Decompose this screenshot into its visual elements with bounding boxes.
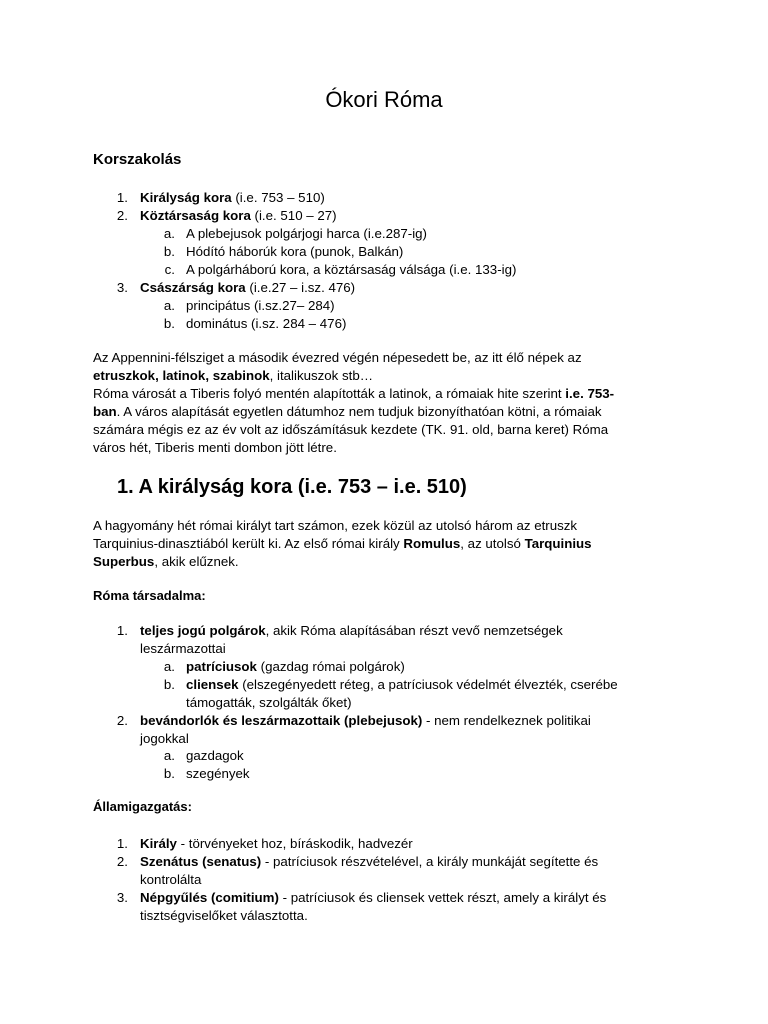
list-number: 3. xyxy=(116,280,128,295)
list-item xyxy=(140,712,591,730)
paragraph-line xyxy=(93,553,239,571)
government-heading: Államigazgatás: xyxy=(93,799,192,814)
list-item-text: - patríciusok és cliensek vettek részt, amely a királyt és xyxy=(278,890,607,905)
list-item xyxy=(140,853,598,871)
intro-line xyxy=(93,385,614,403)
sublist-text: (elszegényedett réteg, a patríciusok védelmét élvezték, cserébe xyxy=(238,677,618,692)
list-item-bold: Császárság kora xyxy=(140,280,246,295)
list-item-continuation: jogokkal xyxy=(140,731,189,746)
paragraph-text: Tarquinius-dinasztiából került ki. Az első római király xyxy=(93,536,404,551)
intro-line: számára mégis ez az év volt az időszámításuk kezdete (TK. 91. old, barna keret) Róma xyxy=(93,422,609,437)
paragraph-bold: Romulus xyxy=(403,536,461,551)
intro-line xyxy=(93,367,373,385)
sublist-item xyxy=(186,658,405,676)
sublist-item: gazdagok xyxy=(186,748,244,763)
list-item-bold: bevándorlók és leszármazottaik (plebejusok) xyxy=(140,713,423,728)
sublist-letter: a. xyxy=(163,298,175,313)
sublist-item: szegények xyxy=(186,766,250,781)
sublist-item: A plebejusok polgárjogi harca (i.e.287-ig) xyxy=(186,226,427,241)
list-item-text: - patríciusok részvételével, a király munkáját segítette és xyxy=(261,854,599,869)
list-number: 1. xyxy=(116,190,128,205)
paragraph-line xyxy=(93,535,592,553)
list-item-text: , akik Róma alapításában részt vevő nemzetségek xyxy=(265,623,563,638)
sublist-letter: b. xyxy=(163,316,175,331)
sublist-item: A polgárháború kora, a köztársaság válsága (i.e. 133-ig) xyxy=(186,262,517,277)
society-heading: Róma társadalma: xyxy=(93,588,206,603)
list-item xyxy=(140,189,325,207)
sublist-item: principátus (i.sz.27– 284) xyxy=(186,298,335,313)
intro-line xyxy=(93,403,602,421)
sublist-continuation: támogatták, szolgálták őket) xyxy=(186,695,352,710)
periodization-heading: Korszakolás xyxy=(93,151,182,168)
sublist-text: (gazdag római polgárok) xyxy=(256,659,405,674)
intro-bold: etruszkok, latinok, szabinok xyxy=(93,368,270,383)
list-item-bold: Királyság kora xyxy=(140,190,232,205)
list-number: 1. xyxy=(116,623,128,638)
intro-text: . A város alapítását egyetlen dátumhoz nem tudjuk bizonyíthatóan kötni, a rómaiak xyxy=(116,404,602,419)
sublist-letter: b. xyxy=(163,677,175,692)
intro-bold: ban xyxy=(93,404,117,419)
list-number: 2. xyxy=(116,208,128,223)
list-item-text: (i.e. 753 – 510) xyxy=(231,190,325,205)
sublist-item: dominátus (i.sz. 284 – 476) xyxy=(186,316,347,331)
list-number: 2. xyxy=(116,854,128,869)
page-title: Ókori Róma xyxy=(325,87,443,112)
intro-text: Róma városát a Tiberis folyó mentén alapították a latinok, a rómaiak hite szerint xyxy=(93,386,566,401)
sublist-letter: b. xyxy=(163,766,175,781)
list-item-text: (i.e.27 – i.sz. 476) xyxy=(245,280,356,295)
list-item-bold: Szenátus (senatus) xyxy=(140,854,262,869)
list-item-text: - törvényeket hoz, bíráskodik, hadvezér xyxy=(176,836,413,851)
paragraph-bold: Superbus xyxy=(93,554,155,569)
sublist-letter: a. xyxy=(163,226,175,241)
list-item-continuation: kontrolálta xyxy=(140,872,202,887)
paragraph-text: , az utolsó xyxy=(460,536,525,551)
list-item-bold: Király xyxy=(140,836,177,851)
list-number: 2. xyxy=(116,713,128,728)
intro-line: Az Appennini-félsziget a második évezred végén népesedett be, az itt élő népek az xyxy=(93,350,582,365)
paragraph-text: , akik elűznek. xyxy=(154,554,239,569)
sublist-letter: c. xyxy=(164,262,175,277)
section-heading: 1. A királyság kora (i.e. 753 – i.e. 510) xyxy=(117,476,467,498)
intro-text: , italikuszok stb… xyxy=(269,368,374,383)
list-item-bold: Népgyűlés (comitium) xyxy=(140,890,279,905)
sublist-bold: patríciusok xyxy=(186,659,257,674)
sublist-letter: a. xyxy=(163,659,175,674)
sublist-item xyxy=(186,676,618,694)
sublist-letter: b. xyxy=(163,244,175,259)
list-item-text: - nem rendelkeznek politikai xyxy=(422,713,591,728)
sublist-item: Hódító háborúk kora (punok, Balkán) xyxy=(186,244,404,259)
list-item-bold: Köztársaság kora xyxy=(140,208,251,223)
sublist-bold: cliensek xyxy=(186,677,239,692)
list-item xyxy=(140,622,563,640)
list-item-continuation: leszármazottai xyxy=(140,641,226,656)
list-item-continuation: tisztségviselőket választotta. xyxy=(140,908,308,923)
list-item xyxy=(140,889,606,907)
list-item xyxy=(140,207,337,225)
list-item-text: (i.e. 510 – 27) xyxy=(250,208,337,223)
list-item xyxy=(140,835,413,853)
paragraph-bold: Tarquinius xyxy=(524,536,592,551)
sublist-letter: a. xyxy=(163,748,175,763)
list-item xyxy=(140,279,355,297)
paragraph-line: A hagyomány hét római királyt tart számon, ezek közül az utolsó három az etruszk xyxy=(93,518,578,533)
list-item-bold: teljes jogú polgárok xyxy=(140,623,266,638)
intro-bold: i.e. 753- xyxy=(565,386,615,401)
list-number: 3. xyxy=(116,890,128,905)
intro-line: város hét, Tiberis menti dombon jött létre. xyxy=(93,440,337,455)
list-number: 1. xyxy=(116,836,128,851)
